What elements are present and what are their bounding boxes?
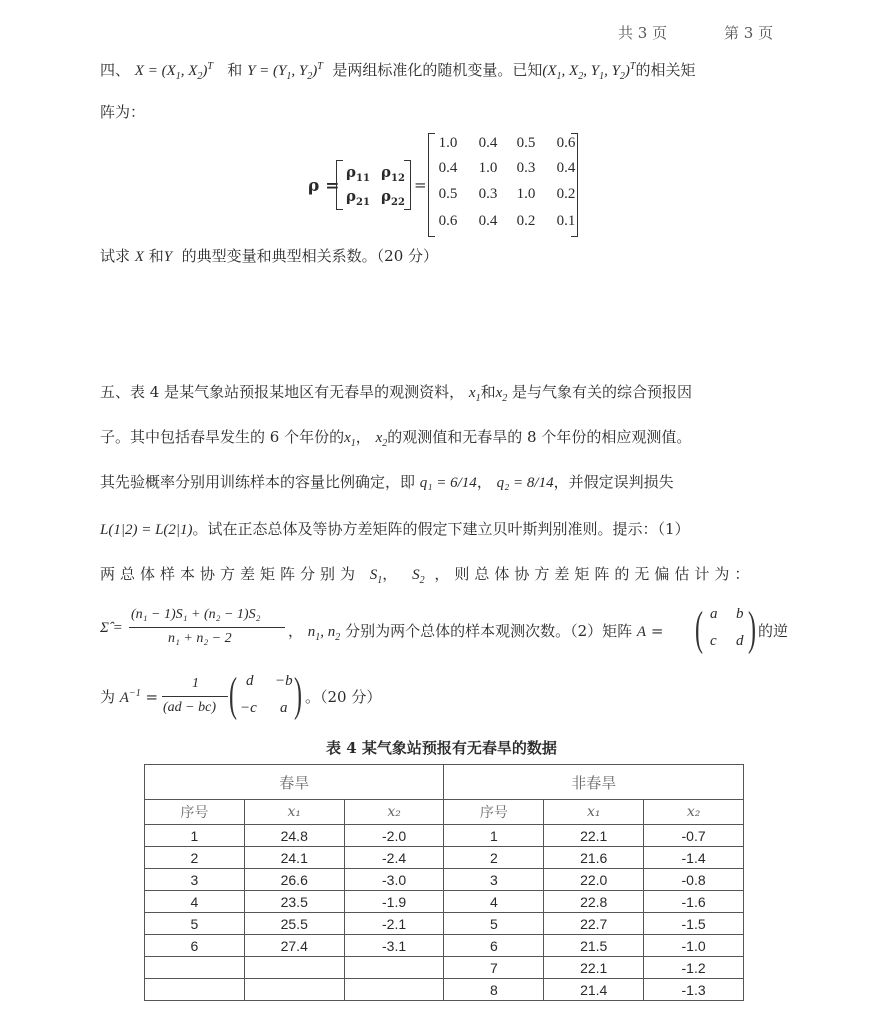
table-cell: 22.7: [544, 913, 644, 935]
inv-right-paren: ): [294, 668, 302, 721]
q5-line5: 两总体样本协方差矩阵分别为 $S_1$， $S_2$ ，则总体协方差矩阵的无偏估计为：: [100, 565, 755, 586]
q5-line1b: 和: [480, 383, 496, 401]
table-cell: [244, 957, 344, 979]
table-cell: -3.0: [344, 869, 444, 891]
q5-line7a: 为: [100, 688, 116, 706]
table-cell: 27.4: [244, 935, 344, 957]
matrix-cell: 1.0: [438, 135, 458, 151]
matrix-cell: 0.4: [478, 135, 498, 151]
inv-d: d: [246, 673, 254, 689]
table-cell: 24.8: [244, 825, 344, 847]
q5-line2c: 的观测值和无春旱的 8 个年份的相应观测值。: [387, 428, 692, 446]
inv-denominator: (ad − bc): [163, 700, 216, 715]
q4-X: X: [134, 249, 144, 265]
q5-line4b: 。试在正态总体及等协方差矩阵的假定下建立贝叶斯判别准则。提示：（1）: [192, 520, 690, 538]
q1-value: q₁ = 6/14: [419, 475, 477, 491]
block-rho21: $\rho_{21}$: [346, 187, 370, 208]
matrix-cell: 0.1: [556, 213, 576, 229]
q5-line2a: 子。其中包括春旱发生的 6 个年份的: [100, 428, 345, 446]
table-cell: -1.6: [644, 891, 744, 913]
matrix-cell: 0.5: [516, 135, 536, 151]
table-row: [145, 913, 744, 935]
table-caption: 表 4 某气象站预报有无春旱的数据: [326, 739, 557, 757]
sigma-fraction-bar: [129, 627, 285, 628]
table-cell: -1.5: [644, 913, 744, 935]
matA-a: a: [710, 606, 718, 622]
table-cell: 22.1: [544, 825, 644, 847]
inv-neg-b: −b: [275, 673, 293, 689]
q5-line3: 其先验概率分别用训练样本的容量比例确定，即 q₁ = 6/14， q₂ = 8/14，并假定误判损失: [100, 473, 674, 491]
table-cell: 2: [145, 847, 245, 869]
matrix-cell: 0.5: [438, 186, 458, 202]
matrix-cell: 1.0: [516, 186, 536, 202]
matA-d: d: [736, 633, 744, 649]
equals-sign: =: [414, 176, 427, 194]
table-cell: 25.5: [244, 913, 344, 935]
table-cell: 3: [444, 869, 544, 891]
matA-right-paren: ): [748, 602, 756, 655]
matA-b: b: [736, 606, 744, 622]
loss-equality: L(1|2) = L(2|1): [100, 522, 193, 538]
col-no-spring: 序号: [145, 800, 245, 825]
table-cell: [244, 979, 344, 1001]
table-cell: 4: [444, 891, 544, 913]
table-cell: 3: [145, 869, 245, 891]
q4-X-def: $X = (X_1$, $X_2)^T$: [134, 61, 213, 82]
q4-line2: 阵为：: [100, 103, 146, 121]
q4-question-text: 的典型变量和典型相关系数。（20 分）: [181, 247, 439, 265]
q5-line3b: ，并假定误判损失: [553, 473, 674, 491]
q4-vars-text: 是两组标准化的随机变量。已知: [332, 61, 543, 79]
block-rho12: $\rho_{12}$: [381, 163, 405, 184]
page-total: 共 3 页: [618, 24, 668, 42]
table-cell: [145, 957, 245, 979]
table-cell: -3.1: [344, 935, 444, 957]
block-rho22: $\rho_{22}$: [381, 187, 405, 208]
q2-value: q₂ = 8/14: [496, 475, 554, 491]
col-x1-spring: x₁: [244, 800, 344, 825]
table-cell: 24.1: [244, 847, 344, 869]
matrix-cell: 0.4: [556, 160, 576, 176]
matA-left-paren: (: [695, 602, 703, 655]
spring-drought-table: [144, 764, 744, 1001]
q5-line5b: ，则总体协方差矩阵的无偏估计为：: [434, 565, 755, 583]
col-x1-nonspring: x₁: [544, 800, 644, 825]
q5-line6: ， $n_1$, $n_2$ 分别为两个总体的样本观测次数。（2）矩阵 A =: [288, 622, 664, 643]
q4-joint-vector: ($X_1$, $X_2$, $Y_1$, $Y_2)^T$: [542, 61, 636, 82]
group-spring-header: 春旱: [145, 765, 444, 800]
col-x2-spring: x₂: [344, 800, 444, 825]
table-cell: 5: [145, 913, 245, 935]
table-cell: 6: [145, 935, 245, 957]
table-row: [145, 957, 744, 979]
table-cell: 2: [444, 847, 544, 869]
q5-line5a: 两总体样本协方差矩阵分别为: [100, 565, 361, 583]
table-cell: 21.6: [544, 847, 644, 869]
table-cell: -1.3: [644, 979, 744, 1001]
table-cell: -1.4: [644, 847, 744, 869]
q5-number: 五、: [100, 383, 131, 401]
table-cell: [344, 979, 444, 1001]
table-cell: -0.7: [644, 825, 744, 847]
col-x2-nonspring: x₂: [644, 800, 744, 825]
matrix-cell: 0.6: [556, 135, 576, 151]
table-cell: 22.8: [544, 891, 644, 913]
table-cell: -1.0: [644, 935, 744, 957]
table-cell: 21.5: [544, 935, 644, 957]
table-cell: 21.4: [544, 979, 644, 1001]
matrix-cell: 1.0: [478, 160, 498, 176]
q4-line1: [100, 59, 695, 82]
inv-left-paren: (: [229, 668, 237, 721]
table-row: [145, 847, 744, 869]
table-cell: 1: [444, 825, 544, 847]
q4-Y: Y: [163, 249, 173, 265]
table-cell: [145, 979, 245, 1001]
q5-line3a: 其先验概率分别用训练样本的容量比例确定，即: [100, 473, 416, 491]
matA-c: c: [710, 633, 717, 649]
q5-line4: [100, 518, 690, 539]
rho-symbol: ρ =: [308, 176, 340, 196]
matrix-cell: 0.3: [478, 186, 498, 202]
q5-line1a: 表 4 是某气象站预报某地区有无春旱的观测资料，: [130, 383, 465, 401]
table-cell: -2.0: [344, 825, 444, 847]
q5-line6a: ，: [288, 622, 304, 640]
q4-corr-text: 的相关矩: [635, 61, 696, 79]
table-cell: 5: [444, 913, 544, 935]
q4-question-and: 和: [148, 247, 164, 265]
q5-line1: 五、表 4 是某气象站预报某地区有无春旱的观测资料， $x_1$和$x_2$ 是与气象有关的综合预报因: [100, 383, 693, 404]
q4-number: 四、: [100, 61, 131, 79]
q5-line7-prefix: 为 $A^{-1}$ =: [100, 688, 159, 706]
q4-Y-def: $Y = (Y_1$, $Y_2)^T$: [247, 61, 323, 82]
matrix-cell: 0.2: [516, 213, 536, 229]
table-row: [145, 891, 744, 913]
q5-line2: 子。其中包括春旱发生的 6 个年份的$x_1$， $x_2$的观测值和无春旱的 8 个年份的相应观测值。: [100, 428, 692, 449]
q4-question-prefix: 试求: [100, 247, 131, 265]
inv-neg-c: −c: [240, 700, 257, 716]
q5-line2b: ，: [355, 428, 371, 446]
table-cell: [344, 957, 444, 979]
block-right-bracket: [404, 160, 411, 210]
table-cell: 7: [444, 957, 544, 979]
matrix-cell: 0.6: [438, 213, 458, 229]
table-cell: 6: [444, 935, 544, 957]
table-cell: -2.1: [344, 913, 444, 935]
q5-line7b: 。（20 分）: [305, 688, 382, 706]
matrix-cell: 0.3: [516, 160, 536, 176]
table-cell: 8: [444, 979, 544, 1001]
q4-question: [100, 245, 438, 266]
q4-and: 和: [227, 61, 243, 79]
col-no-nonspring: 序号: [444, 800, 544, 825]
q5-line6c: 的逆: [758, 622, 789, 640]
table-row: [145, 935, 744, 957]
sigma-hat: Σ̂ =: [100, 620, 123, 636]
table-cell: -1.2: [644, 957, 744, 979]
table-cell: -1.9: [344, 891, 444, 913]
matrix-cell: 0.2: [556, 186, 576, 202]
table-cell: -2.4: [344, 847, 444, 869]
block-rho11: $\rho_{11}$: [346, 163, 370, 184]
inv-numerator: 1: [192, 676, 199, 691]
q5-line1c: 是与气象有关的综合预报因: [512, 383, 693, 401]
sigma-denominator: n₁ + n₂ − 2: [168, 631, 232, 646]
table-cell: 4: [145, 891, 245, 913]
table-body: [145, 825, 744, 1001]
table-cell: 23.5: [244, 891, 344, 913]
sigma-numerator: (n₁ − 1)S₁ + (n₂ − 1)S₂: [131, 607, 261, 622]
table-row: [145, 979, 744, 1001]
page-current: 第 3 页: [724, 24, 774, 42]
inv-a: a: [280, 700, 288, 716]
table-cell: 22.0: [544, 869, 644, 891]
table-cell: 26.6: [244, 869, 344, 891]
group-nonspring-header: 非春旱: [444, 765, 744, 800]
matrix-cell: 0.4: [478, 213, 498, 229]
table-row: [145, 825, 744, 847]
table-cell: 22.1: [544, 957, 644, 979]
matrix-cell: 0.4: [438, 160, 458, 176]
table-row: [145, 869, 744, 891]
block-left-bracket: [336, 160, 343, 210]
q5-line6b: 分别为两个总体的样本观测次数。（2）矩阵: [345, 622, 633, 640]
table-cell: -0.8: [644, 869, 744, 891]
table-cell: 1: [145, 825, 245, 847]
inv-fraction-bar: [162, 696, 228, 697]
